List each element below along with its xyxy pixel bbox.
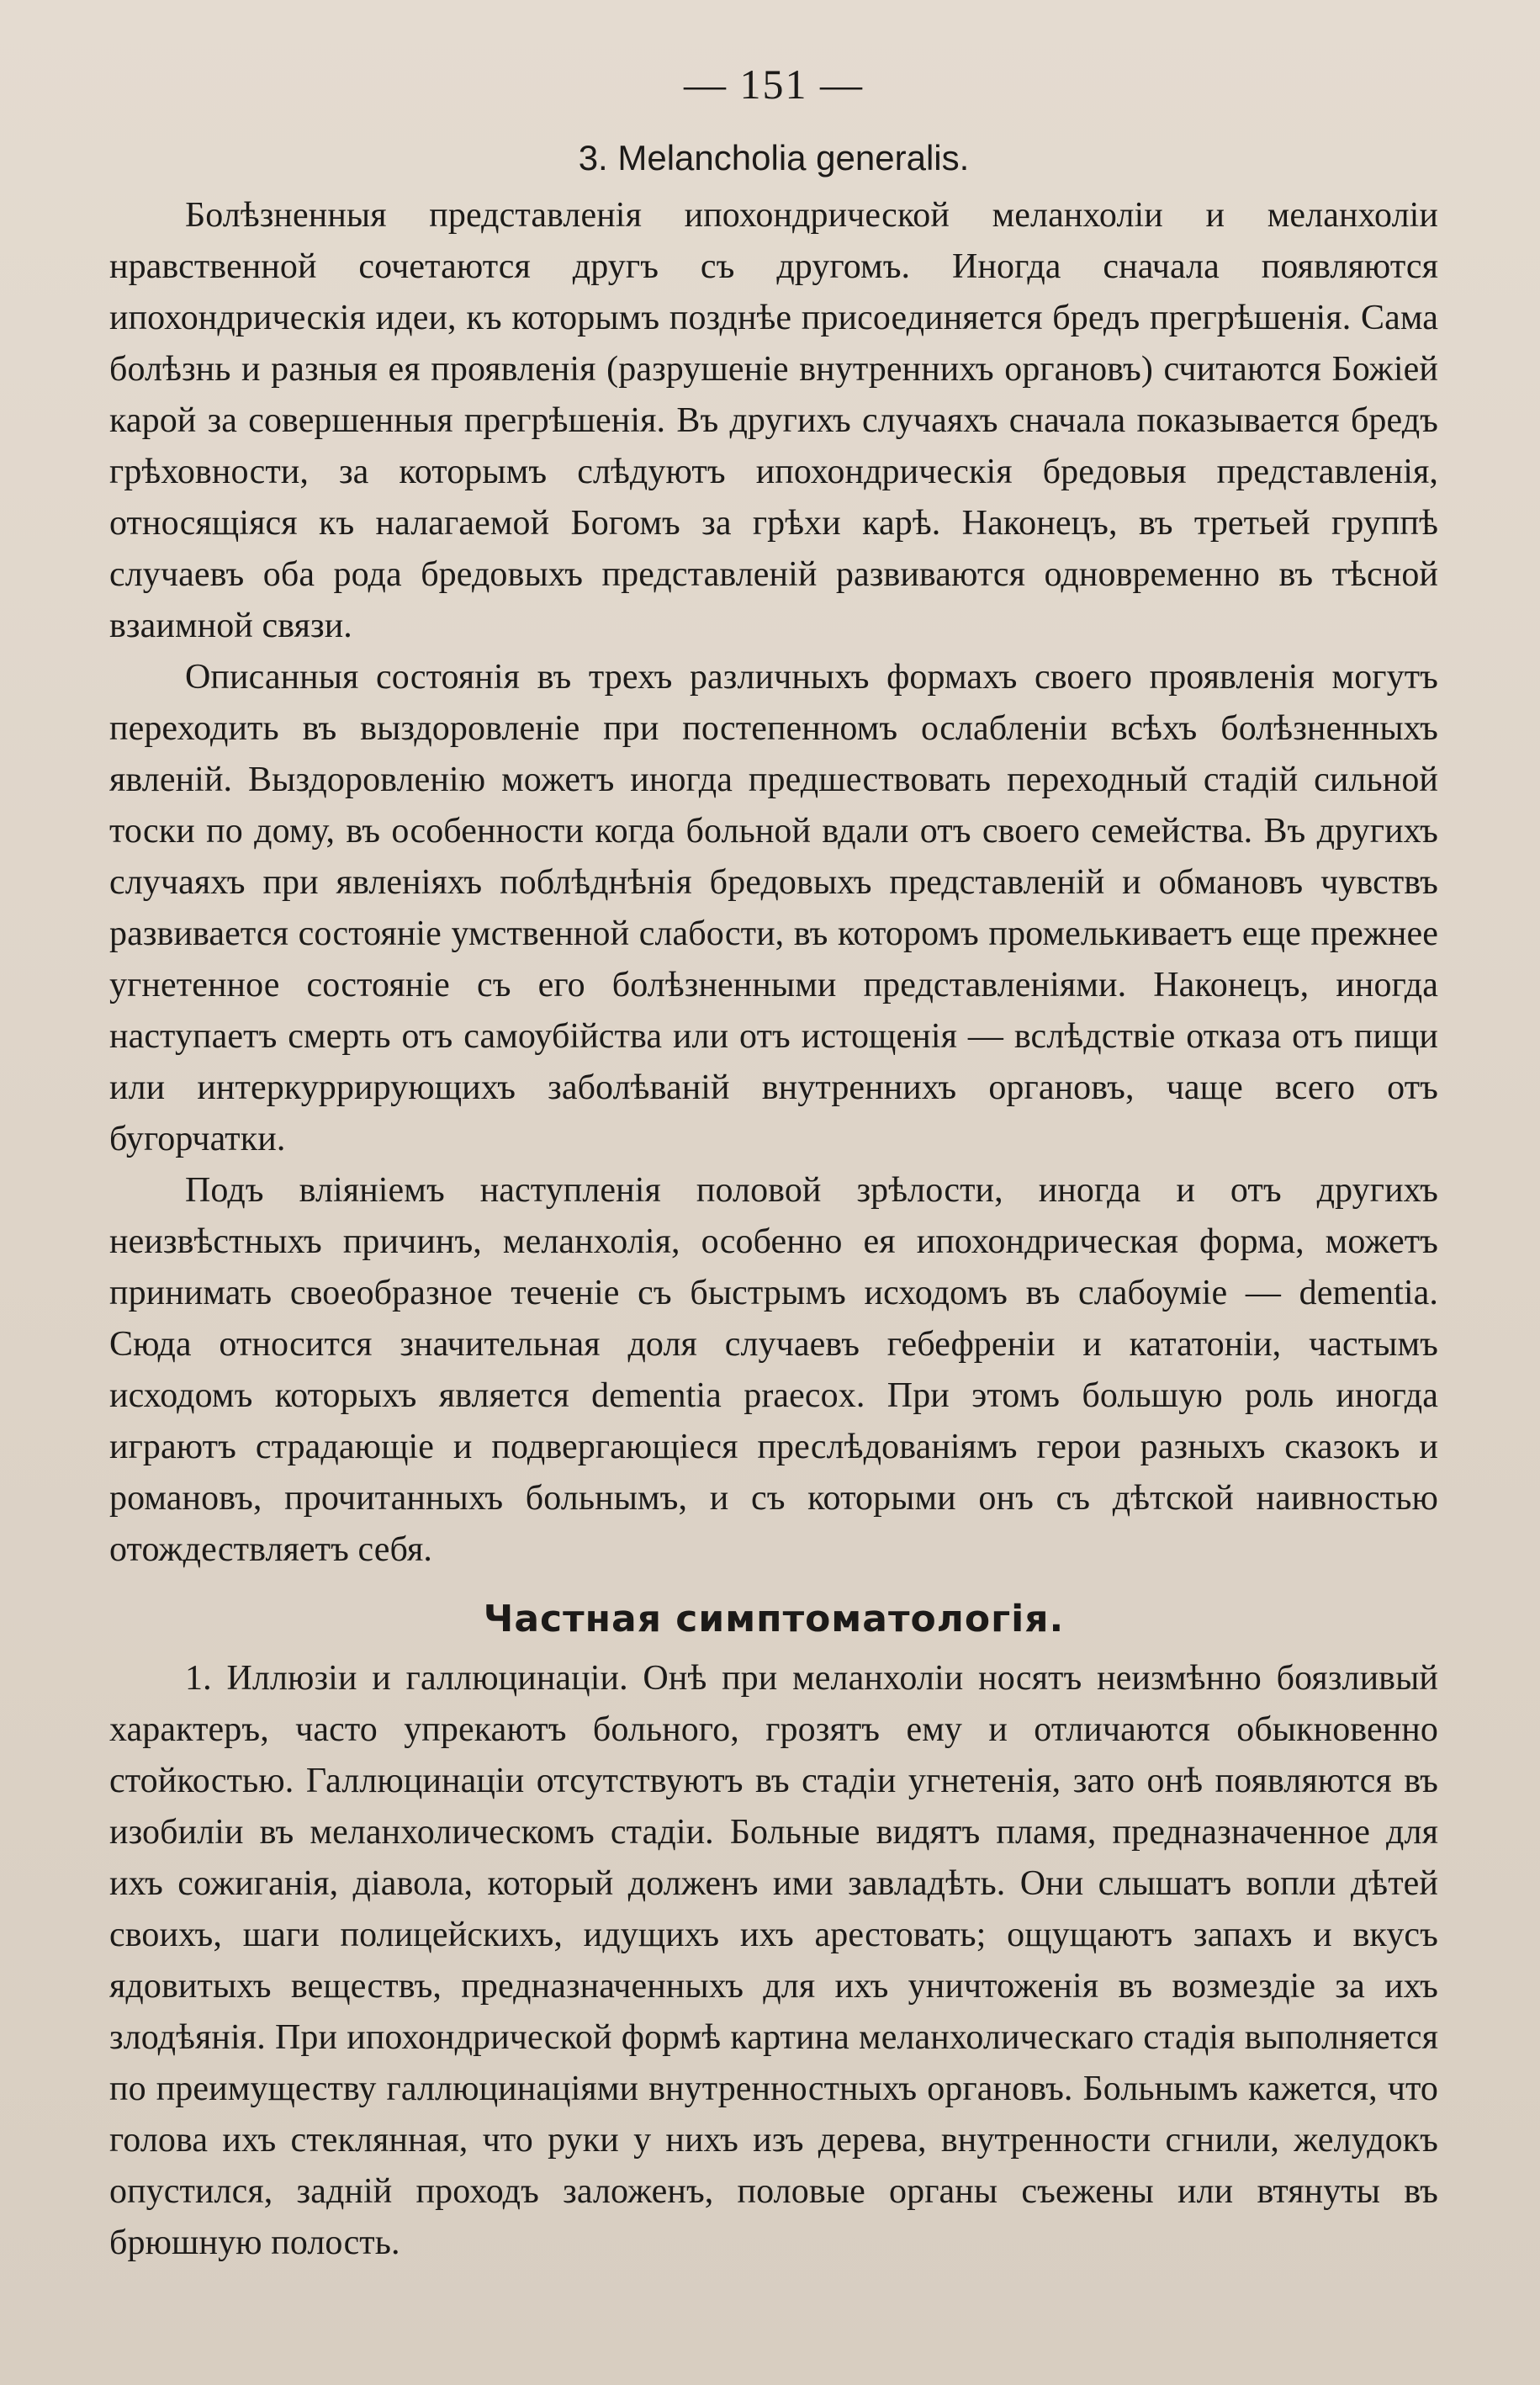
text-column	[109, 50, 1438, 2269]
section-heading: 3. Melancholia generalis.	[578, 138, 970, 178]
paragraph: Подъ вліяніемъ наступленія половой зрѣлости, иногда и отъ другихъ неизвѣстныхъ причинъ, меланхолія, особенно ея ипохондрическая форма, можетъ принимать своеобразное теченіе съ быстрымъ исходомъ въ слабоуміе — dementia. Сюда относится значительная доля случаевъ гебефреніи и кататоніи, частымъ исходомъ которыхъ является dementia praecox. При этомъ большую роль иногда играютъ страдающіе и подвергающіеся преслѣдованіямъ герои разныхъ сказокъ и романовъ, прочитанныхъ больнымъ, и съ которыми онъ съ дѣтской наивностью отождествляетъ себя.	[109, 1171, 1438, 1569]
paragraph: Болѣзненныя представленія ипохондрической меланхоліи и меланхоліи нравственной сочетаются другъ съ другомъ. Иногда сначала появляются ипохондрическія идеи, къ которымъ позднѣе присоединяется бредъ прегрѣшенія. Сама болѣзнь и разныя ея проявленія (разрушеніе внутреннихъ органовъ) считаются Божіей карой за совершенныя прегрѣшенія. Въ другихъ случаяхъ сначала показывается бредъ грѣховности, за которымъ слѣдуютъ ипохондрическія бредовыя представленія, относящіяся къ налагаемой Богомъ за грѣхи карѣ. Наконецъ, въ третьей группѣ случаевъ оба рода бредовыхъ представленій развиваются одновременно въ тѣсной взаимной связи.	[109, 196, 1438, 645]
part-heading: Частная симптоматологія.	[483, 1598, 1065, 1640]
paragraph: Описанныя состоянія въ трехъ различныхъ формахъ своего проявленія могутъ переходить въ выздоровленіе при постепенномъ ослабленіи всѣхъ болѣзненныхъ явленій. Выздоровленію можетъ иногда предшествовать переходный стадій сильной тоски по дому, въ особенности когда больной вдали отъ своего семейства. Въ другихъ случаяхъ при явленіяхъ поблѣднѣнія бредовыхъ представленій и обмановъ чувствъ развивается состояніе умственной слабости, въ которомъ промелькиваетъ еще прежнее угнетенное состояніе съ его болѣзненными представленіями. Наконецъ, иногда наступаетъ смерть отъ самоубійства или отъ истощенія — вслѣдствіе отказа отъ пищи или интеркуррирующихъ заболѣваній внутреннихъ органовъ, чаще всего отъ бугорчатки.	[109, 658, 1438, 1158]
page-number: — 151 —	[684, 61, 864, 108]
paragraph: 1. Иллюзіи и галлюцинаціи. Онѣ при меланхоліи носятъ неизмѣнно боязливый характеръ, часто упрекаютъ больного, грозятъ ему и отличаются обыкновенно стойкостью. Галлюцинаціи отсутствуютъ въ стадіи угнетенія, зато онѣ появляются въ изобиліи въ меланхолическомъ стадіи. Больные видятъ пламя, предназначенное для ихъ сожиганія, діавола, который долженъ ими завладѣть. Они слышатъ вопли дѣтей своихъ, шаги полицейскихъ, идущихъ ихъ арестовать; ощущаютъ запахъ и вкусъ ядовитыхъ веществъ, предназначенныхъ для ихъ уничтоженія въ возмездіе за ихъ злодѣянія. При ипохондрической формѣ картина меланхолическаго стадія выполняется по преимуществу галлюцинаціями внутренностныхъ органовъ. Больнымъ кажется, что голова ихъ стеклянная, что руки у нихъ изъ дерева, внутренности сгнили, желудокъ опустился, задній проходъ заложенъ, половые органы съежены или втянуты въ брюшную полость.	[109, 1659, 1438, 2262]
